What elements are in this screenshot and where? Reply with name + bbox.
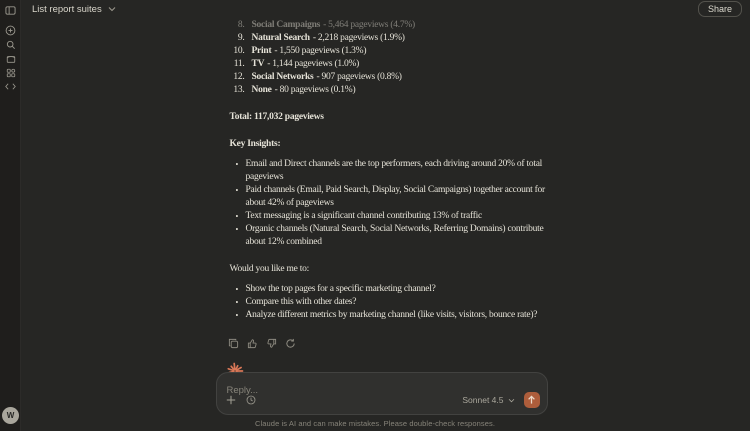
attach-plus-icon[interactable]	[226, 395, 236, 405]
model-selector[interactable]	[462, 395, 514, 405]
list-number: 11.	[233, 59, 245, 69]
insight-item	[230, 184, 552, 210]
search-icon[interactable]	[0, 37, 21, 52]
followup-text: Analyze different metrics by marketing channel (like visits, visitors, bounce rate)?	[245, 310, 538, 320]
chevron-down-icon	[508, 395, 515, 405]
followup-text: Show the top pages for a specific marketing channel?	[245, 284, 436, 294]
channel-list-item	[230, 45, 552, 58]
bullet-icon: •	[235, 186, 239, 195]
channel-list-item	[230, 71, 552, 84]
channel-list-item	[230, 19, 552, 32]
insight-item	[230, 210, 552, 223]
insight-text: Organic channels (Natural Search, Social Networks, Referring Domains) contribute about 12% combined	[245, 224, 544, 247]
channel-detail: - 1,550 pageviews (1.3%)	[274, 46, 367, 56]
followup-intro: Would you like me to:	[229, 264, 309, 274]
thumbs-up-icon[interactable]	[247, 337, 259, 349]
channel-list-item	[230, 58, 552, 71]
report-suites-dropdown[interactable]	[32, 4, 116, 15]
send-button[interactable]	[524, 392, 540, 408]
share-button[interactable]: Share	[698, 1, 742, 17]
list-number: 10.	[233, 46, 245, 56]
retry-icon[interactable]	[285, 337, 297, 349]
channel-name: Social Networks	[251, 72, 314, 82]
channel-detail: - 907 pageviews (0.8%)	[316, 72, 402, 82]
bullet-icon: •	[235, 160, 239, 169]
report-suites-label: List report suites	[32, 3, 102, 15]
code-icon[interactable]	[0, 79, 21, 94]
sidebar-toggle-icon[interactable]	[0, 3, 21, 18]
insights-list	[230, 158, 552, 249]
new-chat-icon[interactable]	[0, 23, 21, 38]
channel-name: None	[251, 85, 272, 95]
bullet-icon: •	[235, 212, 239, 221]
list-number: 9.	[237, 33, 245, 43]
channel-detail: - 80 pageviews (0.1%)	[274, 85, 356, 95]
insights-heading: Key Insights:	[229, 139, 281, 149]
followup-item	[230, 296, 552, 309]
channel-name: Print	[251, 46, 272, 56]
total-line: Total: 117,032 pageviews	[229, 112, 324, 122]
assistant-message	[220, 18, 552, 322]
channel-name: Social Campaigns	[251, 20, 321, 30]
list-number: 12.	[233, 72, 245, 82]
channel-detail: - 5,464 pageviews (4.7%)	[323, 20, 415, 30]
channel-detail: - 1,144 pageviews (1.0%)	[267, 59, 360, 69]
arrow-up-icon	[527, 395, 536, 405]
model-label: Sonnet 4.5	[462, 395, 504, 405]
bullet-icon: •	[235, 311, 239, 320]
channel-name: TV	[251, 59, 265, 69]
insight-text: Paid channels (Email, Paid Search, Display, Social Campaigns) together account for about 42% of pageviews	[245, 185, 545, 208]
followup-item	[230, 283, 552, 296]
left-sidebar	[0, 0, 21, 431]
channel-list-item	[230, 32, 552, 45]
list-number: 13.	[233, 85, 245, 95]
insight-item	[230, 158, 552, 184]
bullet-icon: •	[235, 298, 239, 307]
followup-list	[230, 283, 552, 322]
ai-disclaimer: Claude is AI and can make mistakes. Please double-check responses.	[254, 419, 496, 428]
copy-icon[interactable]	[228, 337, 240, 349]
channel-detail: - 2,218 pageviews (1.9%)	[312, 33, 405, 43]
insight-text: Text messaging is a significant channel contributing 13% of traffic	[245, 211, 482, 221]
channel-list-item	[230, 84, 552, 97]
chevron-down-icon	[108, 4, 116, 15]
history-clock-icon[interactable]	[246, 395, 256, 405]
followup-item	[230, 309, 552, 322]
conversation-area	[21, 18, 750, 431]
insight-text: Email and Direct channels are the top performers, each driving around 20% of total pageviews	[245, 159, 543, 182]
user-avatar-initial: W	[6, 411, 15, 420]
apps-grid-icon[interactable]	[0, 65, 21, 80]
thumbs-down-icon[interactable]	[266, 337, 278, 349]
user-avatar[interactable]	[2, 407, 19, 424]
bullet-icon: •	[235, 225, 239, 234]
message-actions	[228, 337, 552, 349]
reply-composer[interactable]	[216, 372, 548, 415]
channel-name: Natural Search	[251, 33, 310, 43]
projects-icon[interactable]	[0, 51, 21, 66]
insight-item	[230, 223, 552, 249]
list-number: 8.	[237, 20, 245, 30]
bullet-icon: •	[235, 285, 239, 294]
followup-text: Compare this with other dates?	[245, 297, 357, 307]
top-bar	[21, 0, 750, 18]
